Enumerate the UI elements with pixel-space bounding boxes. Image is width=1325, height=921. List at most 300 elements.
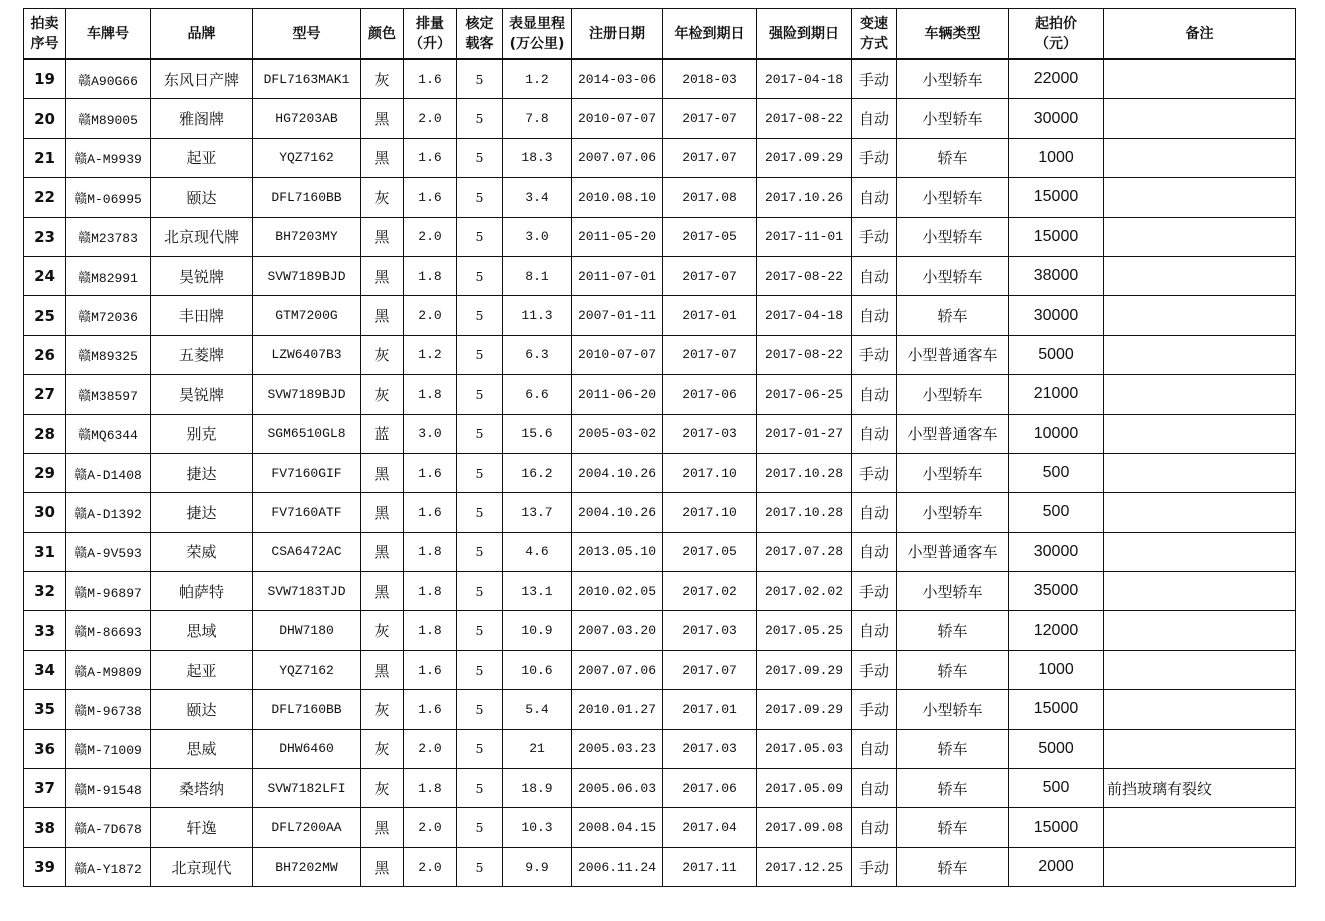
- cell-note: [1104, 414, 1296, 453]
- cell-seq: 26: [24, 335, 66, 374]
- cell-color: 灰: [361, 690, 404, 729]
- cell-mileage: 8.1: [503, 256, 572, 295]
- cell-type: 小型轿车: [897, 572, 1009, 611]
- cell-note: [1104, 847, 1296, 886]
- header-seq: 拍卖 序号: [24, 9, 66, 60]
- cell-mileage: 15.6: [503, 414, 572, 453]
- cell-note: [1104, 532, 1296, 571]
- cell-seats: 5: [457, 138, 503, 177]
- cell-color: 黑: [361, 138, 404, 177]
- cell-model: BH7202MW: [253, 847, 361, 886]
- table-row: [24, 59, 1296, 99]
- cell-inspection: 2017.08: [663, 178, 757, 217]
- cell-displacement: 2.0: [404, 808, 457, 847]
- cell-model: SVW7189BJD: [253, 256, 361, 295]
- cell-type: 小型轿车: [897, 178, 1009, 217]
- cell-insurance: 2017-06-25: [757, 375, 852, 414]
- cell-reg-date: 2011-06-20: [572, 375, 663, 414]
- cell-brand: 思域: [151, 611, 253, 650]
- cell-displacement: 1.8: [404, 375, 457, 414]
- header-color: 颜色: [361, 9, 404, 60]
- cell-price: 1000: [1009, 138, 1104, 177]
- cell-mileage: 21: [503, 729, 572, 768]
- cell-seq: 30: [24, 493, 66, 532]
- header-mileage: 表显里程 (万公里): [503, 9, 572, 60]
- cell-reg-date: 2007-01-11: [572, 296, 663, 335]
- cell-displacement: 1.8: [404, 572, 457, 611]
- cell-reg-date: 2007.07.06: [572, 650, 663, 689]
- cell-mileage: 18.3: [503, 138, 572, 177]
- vehicle-table: [23, 8, 1296, 887]
- table-row: [24, 769, 1296, 808]
- cell-insurance: 2017-04-18: [757, 296, 852, 335]
- cell-transmission: 手动: [852, 59, 897, 99]
- cell-inspection: 2017.03: [663, 611, 757, 650]
- cell-reg-date: 2005-03-02: [572, 414, 663, 453]
- cell-plate: 赣A-Y1872: [66, 847, 151, 886]
- cell-mileage: 16.2: [503, 453, 572, 492]
- cell-model: CSA6472AC: [253, 532, 361, 571]
- cell-mileage: 13.7: [503, 493, 572, 532]
- table-row: [24, 532, 1296, 571]
- cell-transmission: 手动: [852, 650, 897, 689]
- cell-insurance: 2017.10.28: [757, 493, 852, 532]
- cell-transmission: 自动: [852, 769, 897, 808]
- header-model: 型号: [253, 9, 361, 60]
- cell-plate: 赣M82991: [66, 256, 151, 295]
- cell-model: GTM7200G: [253, 296, 361, 335]
- cell-inspection: 2017.04: [663, 808, 757, 847]
- cell-displacement: 2.0: [404, 847, 457, 886]
- cell-displacement: 1.8: [404, 611, 457, 650]
- cell-model: DHW7180: [253, 611, 361, 650]
- cell-brand: 捷达: [151, 493, 253, 532]
- cell-note: [1104, 256, 1296, 295]
- cell-displacement: 2.0: [404, 99, 457, 138]
- cell-type: 小型轿车: [897, 59, 1009, 99]
- cell-note: [1104, 296, 1296, 335]
- cell-model: YQZ7162: [253, 650, 361, 689]
- cell-seq: 21: [24, 138, 66, 177]
- cell-model: DFL7200AA: [253, 808, 361, 847]
- cell-seq: 36: [24, 729, 66, 768]
- cell-brand: 荣威: [151, 532, 253, 571]
- table-row: [24, 453, 1296, 492]
- cell-reg-date: 2005.06.03: [572, 769, 663, 808]
- cell-seq: 33: [24, 611, 66, 650]
- cell-model: DHW6460: [253, 729, 361, 768]
- cell-color: 黑: [361, 453, 404, 492]
- cell-plate: 赣A-D1392: [66, 493, 151, 532]
- cell-transmission: 自动: [852, 808, 897, 847]
- cell-seats: 5: [457, 572, 503, 611]
- cell-transmission: 手动: [852, 690, 897, 729]
- cell-color: 灰: [361, 375, 404, 414]
- cell-insurance: 2017-01-27: [757, 414, 852, 453]
- cell-color: 黑: [361, 99, 404, 138]
- table-row: [24, 335, 1296, 374]
- cell-insurance: 2017.07.28: [757, 532, 852, 571]
- cell-note: [1104, 375, 1296, 414]
- cell-brand: 丰田牌: [151, 296, 253, 335]
- cell-inspection: 2017.11: [663, 847, 757, 886]
- cell-type: 轿车: [897, 808, 1009, 847]
- cell-insurance: 2017.10.28: [757, 453, 852, 492]
- cell-price: 15000: [1009, 217, 1104, 256]
- cell-reg-date: 2010.01.27: [572, 690, 663, 729]
- cell-color: 黑: [361, 217, 404, 256]
- cell-reg-date: 2013.05.10: [572, 532, 663, 571]
- cell-reg-date: 2011-05-20: [572, 217, 663, 256]
- cell-color: 黑: [361, 847, 404, 886]
- header-inspection: 年检到期日: [663, 9, 757, 60]
- cell-displacement: 2.0: [404, 729, 457, 768]
- cell-insurance: 2017.09.29: [757, 690, 852, 729]
- cell-displacement: 1.6: [404, 138, 457, 177]
- header-transmission: 变速 方式: [852, 9, 897, 60]
- cell-seq: 23: [24, 217, 66, 256]
- cell-reg-date: 2014-03-06: [572, 59, 663, 99]
- cell-brand: 思威: [151, 729, 253, 768]
- cell-plate: 赣M-96738: [66, 690, 151, 729]
- cell-transmission: 自动: [852, 375, 897, 414]
- cell-seq: 22: [24, 178, 66, 217]
- header-row: [24, 9, 1296, 60]
- cell-model: HG7203AB: [253, 99, 361, 138]
- table-row: [24, 572, 1296, 611]
- cell-seats: 5: [457, 690, 503, 729]
- cell-type: 轿车: [897, 847, 1009, 886]
- cell-displacement: 2.0: [404, 296, 457, 335]
- cell-displacement: 3.0: [404, 414, 457, 453]
- cell-price: 38000: [1009, 256, 1104, 295]
- cell-brand: 起亚: [151, 138, 253, 177]
- cell-type: 轿车: [897, 650, 1009, 689]
- cell-seats: 5: [457, 335, 503, 374]
- cell-type: 小型轿车: [897, 493, 1009, 532]
- cell-reg-date: 2010.02.05: [572, 572, 663, 611]
- cell-displacement: 1.8: [404, 769, 457, 808]
- cell-price: 15000: [1009, 808, 1104, 847]
- cell-inspection: 2017.01: [663, 690, 757, 729]
- cell-model: SVW7189BJD: [253, 375, 361, 414]
- cell-model: FV7160ATF: [253, 493, 361, 532]
- cell-seats: 5: [457, 375, 503, 414]
- cell-plate: 赣M-06995: [66, 178, 151, 217]
- cell-price: 500: [1009, 453, 1104, 492]
- cell-seq: 20: [24, 99, 66, 138]
- cell-price: 12000: [1009, 611, 1104, 650]
- cell-seq: 34: [24, 650, 66, 689]
- cell-seq: 24: [24, 256, 66, 295]
- cell-mileage: 7.8: [503, 99, 572, 138]
- cell-transmission: 手动: [852, 217, 897, 256]
- cell-inspection: 2017-01: [663, 296, 757, 335]
- header-brand: 品牌: [151, 9, 253, 60]
- cell-color: 黑: [361, 256, 404, 295]
- cell-mileage: 10.6: [503, 650, 572, 689]
- cell-price: 22000: [1009, 59, 1104, 99]
- cell-price: 500: [1009, 493, 1104, 532]
- table-row: [24, 808, 1296, 847]
- cell-seats: 5: [457, 453, 503, 492]
- cell-color: 黑: [361, 493, 404, 532]
- cell-seq: 31: [24, 532, 66, 571]
- cell-seats: 5: [457, 99, 503, 138]
- cell-seats: 5: [457, 217, 503, 256]
- cell-brand: 五菱牌: [151, 335, 253, 374]
- cell-seq: 38: [24, 808, 66, 847]
- cell-price: 35000: [1009, 572, 1104, 611]
- cell-plate: 赣M89005: [66, 99, 151, 138]
- cell-price: 10000: [1009, 414, 1104, 453]
- auction-vehicle-table: [23, 8, 1296, 887]
- table-row: [24, 611, 1296, 650]
- cell-seats: 5: [457, 532, 503, 571]
- cell-displacement: 1.6: [404, 650, 457, 689]
- cell-transmission: 手动: [852, 572, 897, 611]
- cell-reg-date: 2010-07-07: [572, 99, 663, 138]
- cell-transmission: 自动: [852, 256, 897, 295]
- cell-price: 30000: [1009, 99, 1104, 138]
- cell-reg-date: 2004.10.26: [572, 453, 663, 492]
- table-row: [24, 729, 1296, 768]
- cell-seats: 5: [457, 611, 503, 650]
- cell-inspection: 2017.06: [663, 769, 757, 808]
- cell-seq: 39: [24, 847, 66, 886]
- header-plate: 车牌号: [66, 9, 151, 60]
- cell-price: 15000: [1009, 690, 1104, 729]
- cell-transmission: 手动: [852, 847, 897, 886]
- cell-type: 小型轿车: [897, 453, 1009, 492]
- cell-brand: 雅阁牌: [151, 99, 253, 138]
- cell-plate: 赣M-91548: [66, 769, 151, 808]
- cell-price: 500: [1009, 769, 1104, 808]
- cell-plate: 赣MQ6344: [66, 414, 151, 453]
- cell-model: DFL7160BB: [253, 690, 361, 729]
- cell-plate: 赣M23783: [66, 217, 151, 256]
- cell-insurance: 2017.09.29: [757, 138, 852, 177]
- cell-plate: 赣M-86693: [66, 611, 151, 650]
- cell-plate: 赣M-71009: [66, 729, 151, 768]
- cell-price: 21000: [1009, 375, 1104, 414]
- cell-insurance: 2017.05.03: [757, 729, 852, 768]
- cell-inspection: 2017-06: [663, 375, 757, 414]
- table-row: [24, 375, 1296, 414]
- cell-plate: 赣A-9V593: [66, 532, 151, 571]
- cell-seats: 5: [457, 256, 503, 295]
- cell-plate: 赣M-96897: [66, 572, 151, 611]
- cell-transmission: 手动: [852, 138, 897, 177]
- table-row: [24, 414, 1296, 453]
- cell-seats: 5: [457, 729, 503, 768]
- cell-transmission: 自动: [852, 296, 897, 335]
- cell-model: LZW6407B3: [253, 335, 361, 374]
- cell-seq: 35: [24, 690, 66, 729]
- cell-mileage: 18.9: [503, 769, 572, 808]
- cell-inspection: 2018-03: [663, 59, 757, 99]
- cell-mileage: 1.2: [503, 59, 572, 99]
- cell-color: 黑: [361, 650, 404, 689]
- cell-plate: 赣A-7D678: [66, 808, 151, 847]
- table-row: [24, 178, 1296, 217]
- cell-color: 黑: [361, 808, 404, 847]
- cell-type: 小型轿车: [897, 99, 1009, 138]
- cell-seq: 32: [24, 572, 66, 611]
- table-row: [24, 217, 1296, 256]
- cell-mileage: 11.3: [503, 296, 572, 335]
- cell-transmission: 自动: [852, 99, 897, 138]
- cell-type: 小型轿车: [897, 217, 1009, 256]
- table-row: [24, 138, 1296, 177]
- cell-transmission: 自动: [852, 493, 897, 532]
- cell-color: 灰: [361, 335, 404, 374]
- header-price: 起拍价 （元）: [1009, 9, 1104, 60]
- cell-color: 黑: [361, 572, 404, 611]
- cell-insurance: 2017.05.25: [757, 611, 852, 650]
- cell-type: 小型轿车: [897, 375, 1009, 414]
- cell-plate: 赣M89325: [66, 335, 151, 374]
- cell-type: 轿车: [897, 769, 1009, 808]
- cell-brand: 帕萨特: [151, 572, 253, 611]
- cell-seats: 5: [457, 59, 503, 99]
- cell-seats: 5: [457, 650, 503, 689]
- cell-model: BH7203MY: [253, 217, 361, 256]
- cell-note: [1104, 59, 1296, 99]
- cell-price: 30000: [1009, 532, 1104, 571]
- cell-inspection: 2017-07: [663, 335, 757, 374]
- cell-type: 小型轿车: [897, 690, 1009, 729]
- cell-inspection: 2017.10: [663, 493, 757, 532]
- cell-type: 轿车: [897, 296, 1009, 335]
- cell-price: 30000: [1009, 296, 1104, 335]
- cell-color: 灰: [361, 59, 404, 99]
- cell-reg-date: 2004.10.26: [572, 493, 663, 532]
- cell-price: 2000: [1009, 847, 1104, 886]
- cell-plate: 赣A-M9809: [66, 650, 151, 689]
- table-row: [24, 690, 1296, 729]
- cell-type: 小型普通客车: [897, 532, 1009, 571]
- cell-model: SGM6510GL8: [253, 414, 361, 453]
- cell-brand: 别克: [151, 414, 253, 453]
- table-row: [24, 847, 1296, 886]
- cell-insurance: 2017.09.29: [757, 650, 852, 689]
- cell-inspection: 2017-07: [663, 256, 757, 295]
- cell-color: 灰: [361, 729, 404, 768]
- cell-brand: 昊锐牌: [151, 256, 253, 295]
- cell-color: 蓝: [361, 414, 404, 453]
- cell-reg-date: 2011-07-01: [572, 256, 663, 295]
- cell-brand: 北京现代牌: [151, 217, 253, 256]
- header-type: 车辆类型: [897, 9, 1009, 60]
- cell-brand: 桑塔纳: [151, 769, 253, 808]
- cell-color: 黑: [361, 532, 404, 571]
- cell-brand: 昊锐牌: [151, 375, 253, 414]
- cell-seats: 5: [457, 178, 503, 217]
- cell-brand: 轩逸: [151, 808, 253, 847]
- cell-type: 轿车: [897, 611, 1009, 650]
- cell-mileage: 5.4: [503, 690, 572, 729]
- cell-model: DFL7163MAK1: [253, 59, 361, 99]
- cell-note: [1104, 611, 1296, 650]
- cell-model: YQZ7162: [253, 138, 361, 177]
- cell-reg-date: 2010-07-07: [572, 335, 663, 374]
- table-row: [24, 493, 1296, 532]
- cell-note: [1104, 138, 1296, 177]
- cell-plate: 赣A-M9939: [66, 138, 151, 177]
- cell-mileage: 3.0: [503, 217, 572, 256]
- cell-mileage: 13.1: [503, 572, 572, 611]
- cell-note: [1104, 493, 1296, 532]
- cell-insurance: 2017.12.25: [757, 847, 852, 886]
- cell-displacement: 1.8: [404, 256, 457, 295]
- cell-inspection: 2017.02: [663, 572, 757, 611]
- cell-transmission: 自动: [852, 414, 897, 453]
- cell-plate: 赣M38597: [66, 375, 151, 414]
- cell-seats: 5: [457, 808, 503, 847]
- cell-seq: 29: [24, 453, 66, 492]
- cell-reg-date: 2007.07.06: [572, 138, 663, 177]
- cell-transmission: 自动: [852, 532, 897, 571]
- cell-seats: 5: [457, 769, 503, 808]
- cell-reg-date: 2005.03.23: [572, 729, 663, 768]
- cell-reg-date: 2008.04.15: [572, 808, 663, 847]
- cell-insurance: 2017-08-22: [757, 335, 852, 374]
- cell-insurance: 2017.05.09: [757, 769, 852, 808]
- cell-brand: 东风日产牌: [151, 59, 253, 99]
- cell-seq: 27: [24, 375, 66, 414]
- cell-note: [1104, 99, 1296, 138]
- table-body: [24, 59, 1296, 887]
- table-row: [24, 296, 1296, 335]
- cell-displacement: 1.6: [404, 453, 457, 492]
- cell-transmission: 自动: [852, 611, 897, 650]
- cell-reg-date: 2007.03.20: [572, 611, 663, 650]
- cell-type: 轿车: [897, 138, 1009, 177]
- cell-brand: 北京现代: [151, 847, 253, 886]
- cell-displacement: 1.6: [404, 690, 457, 729]
- cell-type: 轿车: [897, 729, 1009, 768]
- cell-price: 5000: [1009, 335, 1104, 374]
- cell-note: 前挡玻璃有裂纹: [1104, 769, 1296, 808]
- cell-type: 小型普通客车: [897, 414, 1009, 453]
- cell-mileage: 6.3: [503, 335, 572, 374]
- cell-transmission: 手动: [852, 335, 897, 374]
- cell-model: SVW7183TJD: [253, 572, 361, 611]
- cell-note: [1104, 690, 1296, 729]
- cell-color: 灰: [361, 769, 404, 808]
- cell-seq: 37: [24, 769, 66, 808]
- header-reg-date: 注册日期: [572, 9, 663, 60]
- table-row: [24, 650, 1296, 689]
- cell-color: 灰: [361, 178, 404, 217]
- header-seats: 核定 载客: [457, 9, 503, 60]
- cell-reg-date: 2010.08.10: [572, 178, 663, 217]
- cell-note: [1104, 453, 1296, 492]
- cell-brand: 颐达: [151, 178, 253, 217]
- cell-seq: 19: [24, 59, 66, 99]
- cell-insurance: 2017-08-22: [757, 99, 852, 138]
- table-row: [24, 99, 1296, 138]
- cell-inspection: 2017-07: [663, 99, 757, 138]
- cell-reg-date: 2006.11.24: [572, 847, 663, 886]
- cell-mileage: 10.3: [503, 808, 572, 847]
- cell-insurance: 2017-04-18: [757, 59, 852, 99]
- cell-transmission: 手动: [852, 453, 897, 492]
- cell-note: [1104, 729, 1296, 768]
- cell-note: [1104, 217, 1296, 256]
- header-note: 备注: [1104, 9, 1296, 60]
